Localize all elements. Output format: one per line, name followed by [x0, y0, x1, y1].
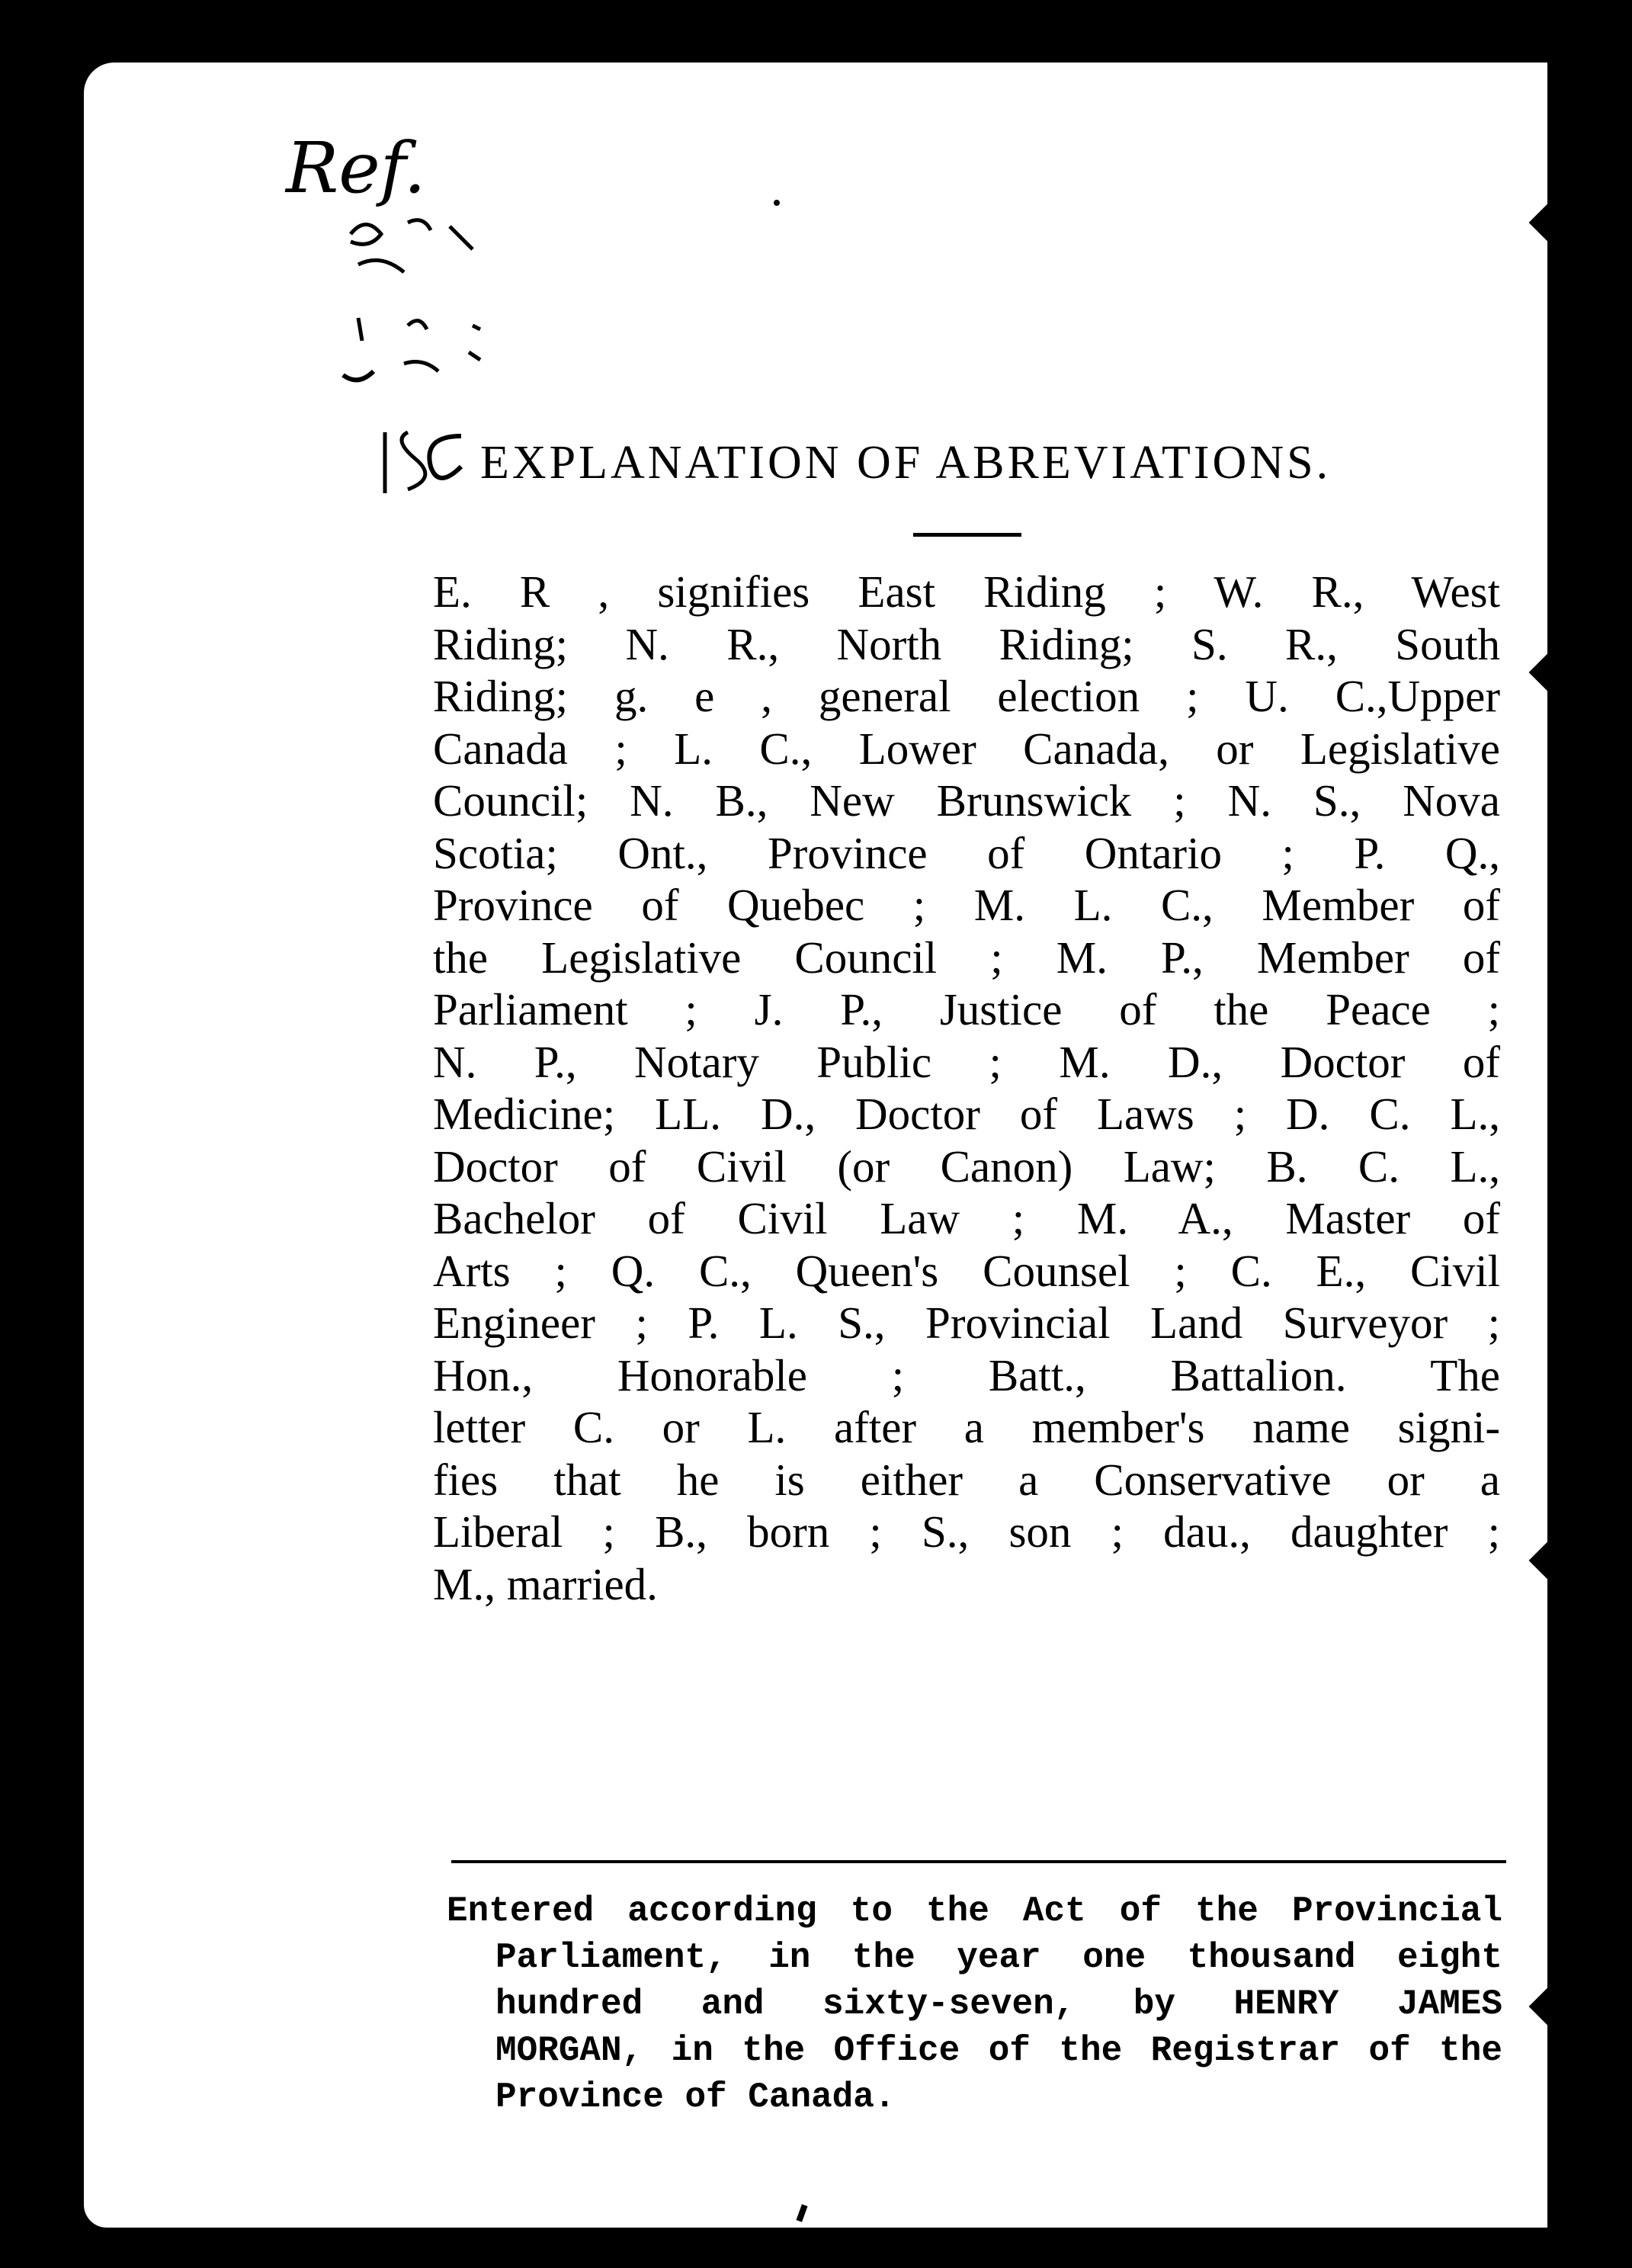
binding-knot: [1529, 191, 1547, 255]
body-line: Riding; g. e , general election ; U. C.,Upper: [433, 671, 1500, 721]
body-line: Hon., Honorable ; Batt., Battalion. The: [433, 1349, 1500, 1400]
copyright-line: hundred and sixty-seven, by HENRY JAMES: [495, 1984, 1502, 2024]
scribble-marks-graphic: [335, 204, 534, 402]
copyright-line: MORGAN, in the Office of the Registrar of the: [495, 2031, 1502, 2071]
body-line: Doctor of Civil (or Canon) Law; B. C. L.,: [433, 1140, 1500, 1192]
abbreviations-paragraph: [433, 566, 1500, 1610]
handwritten-number: [377, 417, 484, 517]
handwritten-number-graphic: [377, 417, 484, 501]
body-line: Council; N. B., New Brunswick ; N. S., Nova: [433, 775, 1500, 826]
handwritten-scribbles: [335, 204, 534, 418]
binding-knot: [1529, 1974, 1547, 2039]
body-line: Medicine; LL. D., Doctor of Laws ; D. C. L.,: [433, 1089, 1500, 1139]
speck-mark: [774, 200, 780, 206]
scanned-page: [84, 63, 1547, 2228]
heading-rule: [913, 533, 1021, 537]
body-line: E. R , signifies East Riding ; W. R., West: [433, 566, 1500, 617]
body-line: Parliament ; J. P., Justice of the Peace ;: [433, 984, 1500, 1035]
copyright-line: Province of Canada.: [495, 2077, 896, 2117]
body-line: Liberal ; B., born ; S., son ; dau., daughter ;: [433, 1506, 1500, 1557]
binding-knot: [1529, 1529, 1547, 1593]
handwritten-ref-mark: Ref.: [286, 127, 426, 209]
body-line: Engineer ; P. L. S., Provincial Land Surveyor ;: [433, 1298, 1500, 1348]
body-line: Arts ; Q. C., Queen's Counsel ; C. E., Civil: [433, 1245, 1500, 1296]
speck-mark-bottom: [796, 2204, 807, 2221]
footer-rule: [451, 1860, 1506, 1863]
body-line: Riding; N. R., North Riding; S. R., South: [433, 618, 1500, 669]
body-line: N. P., Notary Public ; M. D., Doctor of: [433, 1036, 1500, 1087]
copyright-line: Entered according to the Act of the Provincial: [447, 1891, 1502, 1931]
copyright-line: Parliament, in the year one thousand eight: [495, 1938, 1502, 1978]
binding-knot: [1529, 640, 1547, 705]
body-line: fies that he is either a Conservative or a: [433, 1454, 1500, 1505]
body-line: the Legislative Council ; M. P., Member of: [433, 932, 1500, 983]
body-line: Scotia; Ont., Province of Ontario ; P. Q.,: [433, 827, 1500, 878]
body-line: Canada ; L. C., Lower Canada, or Legislative: [433, 723, 1500, 774]
body-line: letter C. or L. after a member's name signi-: [433, 1402, 1500, 1452]
copyright-notice: [447, 1888, 1502, 2121]
page-heading: EXPLANATION OF ABREVIATIONS.: [480, 437, 1332, 489]
body-line: Bachelor of Civil Law ; M. A., Master of: [433, 1193, 1500, 1243]
body-line: Province of Quebec ; M. L. C., Member of: [433, 880, 1500, 930]
body-line: M., married.: [433, 1558, 658, 1609]
